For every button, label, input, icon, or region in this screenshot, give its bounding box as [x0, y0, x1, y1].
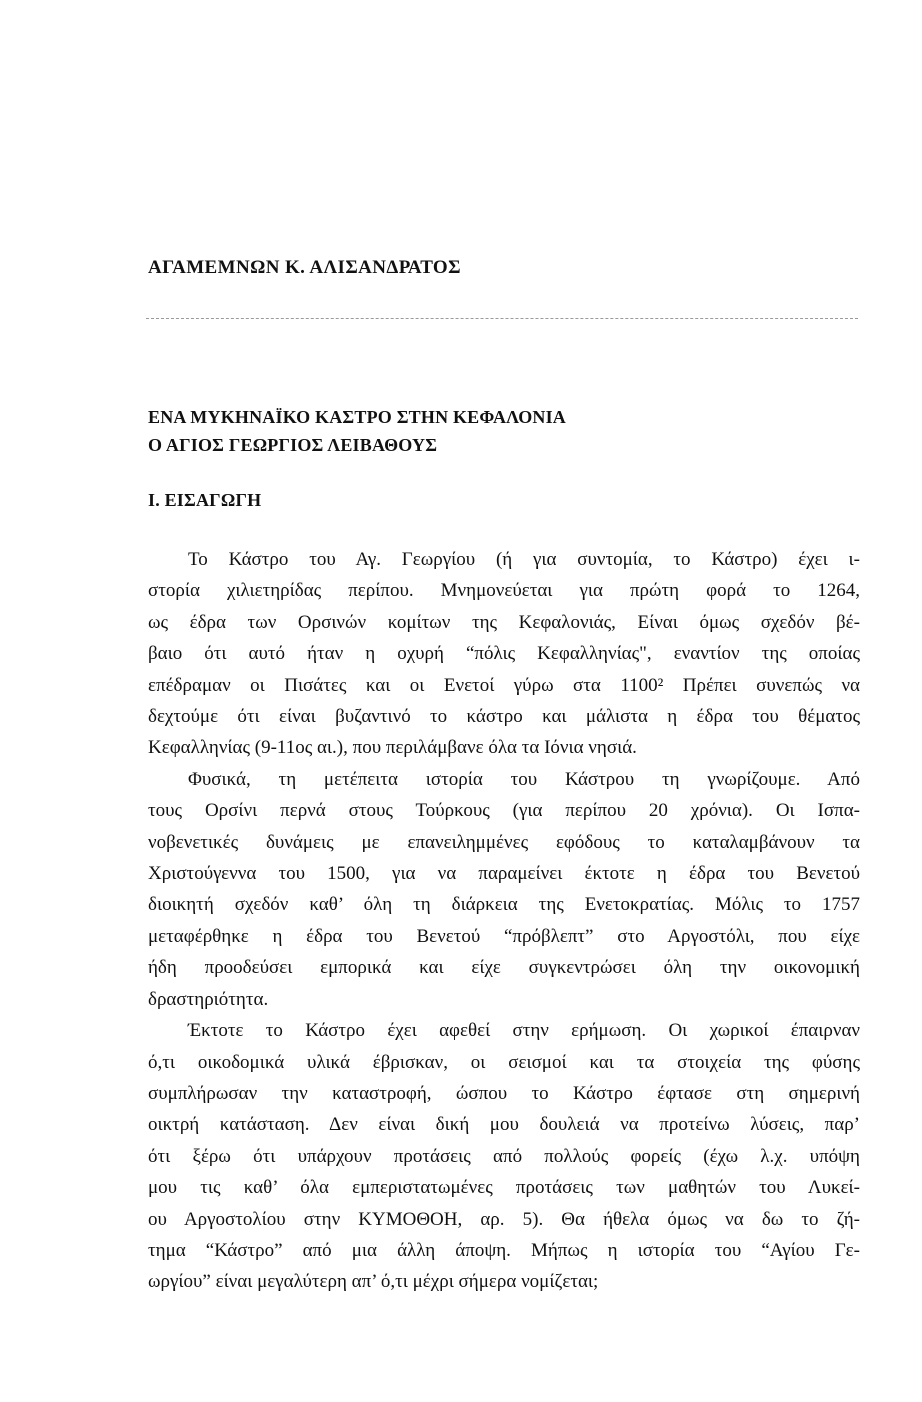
text-line: οικτρή κατάσταση. Δεν είναι δική μου δουλειά να προτείνω λύσεις, παρ’: [148, 1114, 860, 1136]
body-text: [148, 544, 860, 1298]
paragraph: [148, 1015, 860, 1298]
text-line: Έκτοτε το Κάστρο έχει αφεθεί στην ερήμωση. Οι χωρικοί έπαιρναν: [188, 1020, 860, 1042]
article-title-line: Ο ΑΓΙΟΣ ΓΕΩΡΓΙΟΣ ΛΕΙΒΑΘΟΥΣ: [148, 435, 438, 455]
text-line: Φυσικά, τη μετέπειτα ιστορία του Κάστρου τη γνωρίζουμε. Από: [188, 768, 860, 790]
article-title: [148, 403, 566, 459]
text-line: δραστηριότητα.: [148, 988, 269, 1010]
text-line: βαιο ότι αυτό ήταν η οχυρή “πόλις Κεφαλληνίας", εναντίον της οποίας: [148, 643, 860, 665]
header-rule: [146, 318, 858, 319]
section-heading: Ι. ΕΙΣΑΓΩΓΗ: [148, 490, 262, 510]
author-name: ΑΓΑΜΕΜΝΩΝ Κ. ΑΛΙΣΑΝΔΡΑΤΟΣ: [148, 257, 461, 278]
text-line: Το Κάστρο του Αγ. Γεωργίου (ή για συντομία, το Κάστρο) έχει ι-: [188, 549, 860, 570]
text-line: συμπλήρωσαν την καταστροφή, ώσπου το Κάστρο έφτασε στη σημερινή: [148, 1082, 860, 1104]
text-line: διοικητή σχεδόν καθ’ όλη τη διάρκεια της Ενετοκρατίας. Μόλις το 1757: [148, 894, 860, 916]
text-line: δεχτούμε ότι είναι βυζαντινό το κάστρο και μάλιστα η έδρα του θέματος: [148, 706, 860, 728]
text-line: ότι ξέρω ότι υπάρχουν προτάσεις από πολλούς φορείς (έχω λ.χ. υπόψη: [148, 1145, 860, 1167]
text-line: μεταφέρθηκε η έδρα του Βενετού “πρόβλεπτ” στο Αργοστόλι, που είχε: [148, 925, 860, 947]
text-line: ωργίου” είναι μεγαλύτερη απ’ ό,τι μέχρι σήμερα νομίζεται;: [148, 1271, 599, 1293]
text-line: νοβενετικές δυνάμεις με επανειλημμένες εφόδους το καταλαμβάνουν τα: [148, 831, 860, 853]
text-line: ό,τι οικοδομικά υλικά έβρισκαν, οι σεισμοί και τα στοιχεία της φύσης: [148, 1051, 860, 1073]
paragraph: [148, 764, 860, 1015]
text-line: Κεφαλληνίας (9-11ος αι.), που περιλάμβανε όλα τα Ιόνια νησιά.: [148, 737, 637, 759]
article-title-line: ΕΝΑ ΜΥΚΗΝΑΪΚΟ ΚΑΣΤΡΟ ΣΤΗΝ ΚΕΦΑΛΟΝΙΑ: [148, 407, 567, 427]
text-line: τημα “Κάστρο” από μια άλλη άποψη. Μήπως η ιστορία του “Αγίου Γε-: [148, 1239, 860, 1261]
text-line: ήδη προοδεύσει εμπορικά και είχε συγκεντρώσει όλη την οικονομική: [148, 957, 860, 979]
text-line: επέδραμαν οι Πισάτες και οι Ενετοί γύρω στα 1100² Πρέπει συνεπώς να: [148, 674, 860, 696]
text-line: ως έδρα των Ορσινών κομίτων της Κεφαλονιάς, Είναι όμως σχεδόν βέ-: [148, 611, 860, 633]
paragraph: [148, 544, 860, 764]
text-line: Χριστούγεννα του 1500, για να παραμείνει έκτοτε η έδρα του Βενετού: [148, 863, 860, 885]
text-line: στορία χιλιετηρίδας περίπου. Μνημονεύεται για πρώτη φορά το 1264,: [148, 580, 860, 602]
text-line: μου τις καθ’ όλα εμπεριστατωμένες προτάσεις των μαθητών του Λυκεί-: [148, 1177, 860, 1199]
text-line: ου Αργοστολίου στην ΚΥΜΟΘΟΗ, αρ. 5). Θα ήθελα όμως να δω το ζή-: [148, 1208, 860, 1230]
text-line: τους Ορσίνι περνά στους Τούρκους (για περίπου 20 χρόνια). Οι Ισπα-: [148, 800, 860, 822]
